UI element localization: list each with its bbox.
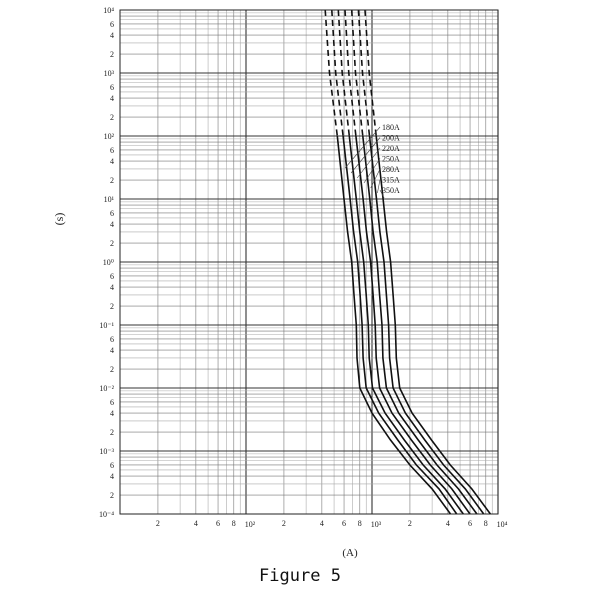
y-major-tick-label: 10⁻² [99, 384, 114, 393]
curve-label-315A: 315A [382, 175, 400, 185]
curve-label-350A: 350A [382, 186, 400, 195]
y-major-tick-label: 10² [103, 132, 114, 141]
y-minor-tick-label: 6 [110, 334, 114, 344]
curve-label-220A: 220A [382, 144, 400, 153]
x-minor-tick-label: 4 [445, 519, 450, 528]
y-axis-label: (s) [52, 212, 66, 226]
curve-label-180A: 180A [382, 123, 400, 132]
y-major-tick-label: 10¹ [103, 195, 114, 204]
x-minor-tick-label: 4 [319, 519, 324, 528]
x-axis-label: (A) [342, 547, 358, 559]
y-minor-tick-label: 6 [110, 460, 114, 470]
y-minor-tick-label: 6 [110, 271, 114, 281]
y-minor-tick-label: 6 [110, 208, 114, 218]
y-minor-tick-label: 2 [110, 302, 114, 312]
y-minor-tick-label: 6 [110, 82, 114, 92]
x-minor-tick-label: 2 [155, 519, 160, 528]
y-major-tick-label: 10⁰ [102, 258, 114, 267]
y-minor-tick-label: 4 [110, 472, 114, 482]
y-major-tick-label: 10⁻¹ [99, 321, 114, 330]
x-major-tick-label: 10⁴ [496, 520, 508, 529]
y-minor-tick-label: 4 [110, 31, 114, 41]
x-major-tick-label: 10³ [370, 520, 382, 529]
y-major-tick-label: 10⁻⁴ [98, 510, 114, 519]
x-minor-tick-label: 8 [231, 519, 236, 528]
y-major-tick-label: 10⁴ [103, 6, 114, 15]
y-minor-tick-label: 4 [110, 220, 114, 230]
y-minor-tick-label: 2 [110, 50, 114, 60]
y-minor-tick-label: 2 [110, 113, 114, 123]
y-minor-tick-label: 6 [110, 145, 114, 155]
x-minor-tick-label: 6 [468, 519, 473, 528]
x-minor-tick-label: 8 [357, 519, 362, 528]
y-minor-tick-label: 2 [110, 365, 114, 375]
y-minor-tick-label: 2 [110, 239, 114, 249]
y-major-tick-label: 10⁻³ [99, 447, 114, 456]
y-minor-tick-label: 4 [110, 283, 114, 293]
x-minor-tick-label: 2 [407, 519, 412, 528]
y-minor-tick-label: 4 [110, 157, 114, 167]
curve-label-250A: 250A [382, 154, 400, 164]
y-minor-tick-label: 6 [110, 397, 114, 407]
curve-label-200A: 200A [382, 133, 400, 143]
y-minor-tick-label: 2 [110, 491, 114, 501]
x-major-tick-label: 10² [244, 520, 256, 529]
y-major-tick-label: 10³ [103, 69, 114, 78]
y-minor-tick-label: 4 [110, 409, 114, 419]
y-minor-tick-label: 6 [110, 19, 114, 29]
x-minor-tick-label: 6 [216, 519, 221, 528]
x-minor-tick-label: 6 [342, 519, 347, 528]
y-minor-tick-label: 4 [110, 346, 114, 356]
y-minor-tick-label: 2 [110, 428, 114, 438]
curve-label-280A: 280A [382, 165, 400, 174]
x-minor-tick-label: 8 [483, 519, 488, 528]
y-minor-tick-label: 4 [110, 94, 114, 104]
x-minor-tick-label: 2 [281, 519, 286, 528]
figure-caption: Figure 5 [259, 566, 341, 586]
x-minor-tick-label: 4 [193, 519, 198, 528]
y-minor-tick-label: 2 [110, 176, 114, 186]
